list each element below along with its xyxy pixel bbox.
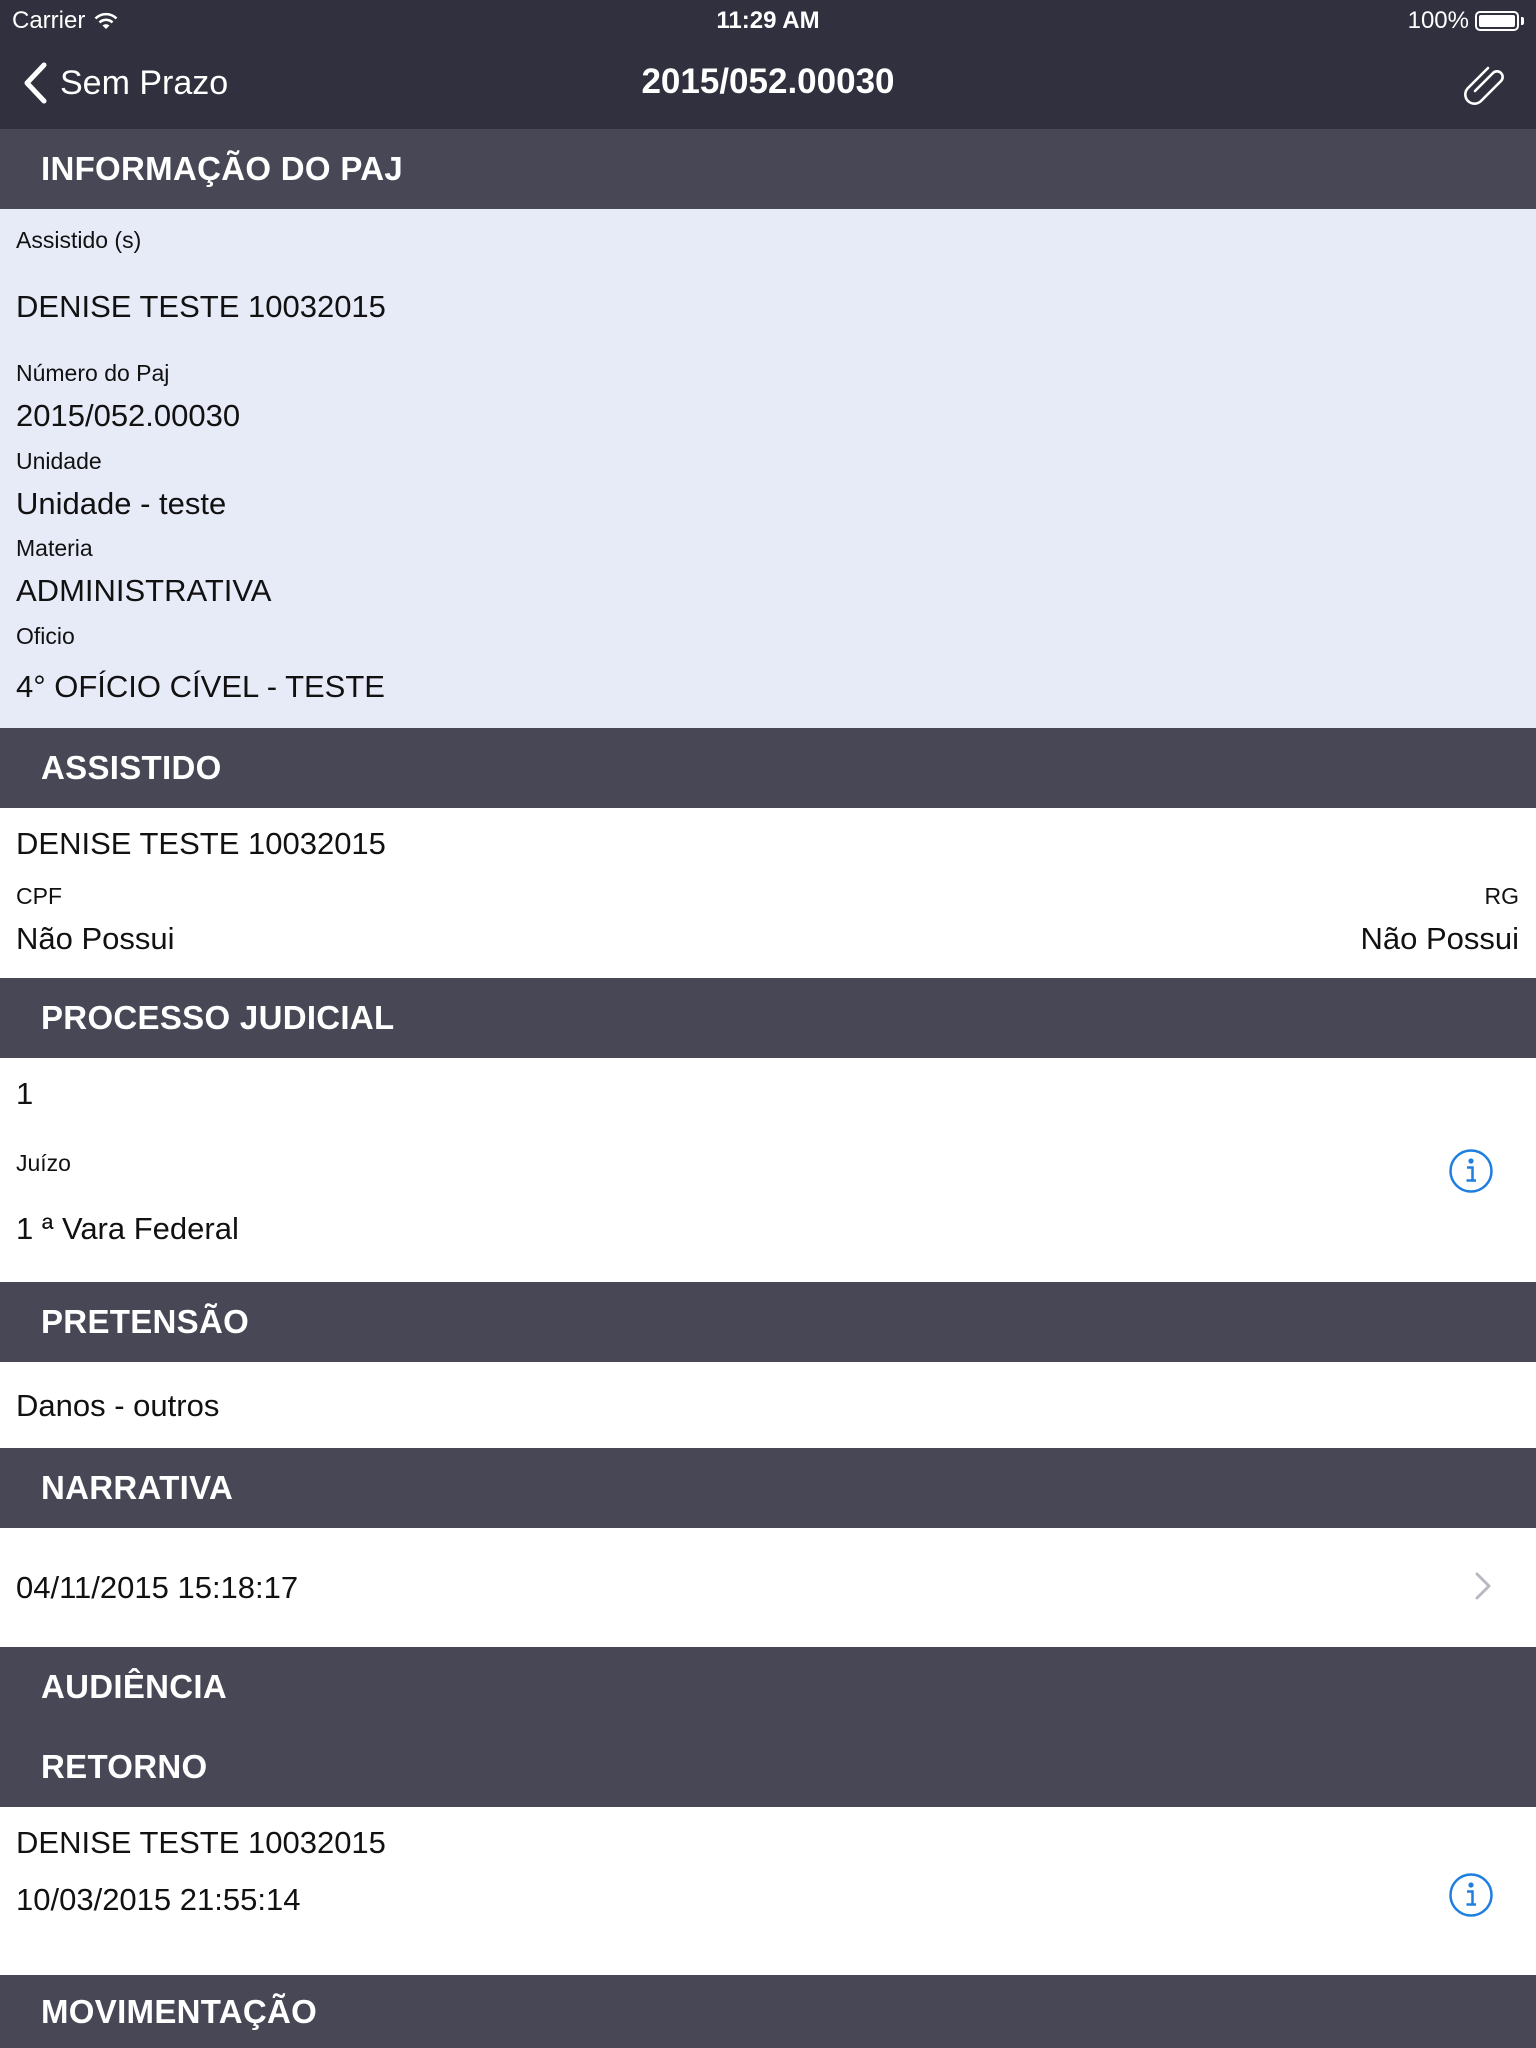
section-header-assistido: ASSISTIDO	[0, 728, 1536, 808]
battery	[1408, 7, 1524, 35]
numero-paj-value: 2015/052.00030	[16, 398, 241, 433]
narrativa-row[interactable]	[0, 1528, 1536, 1647]
assistido-label: Assistido (s)	[16, 227, 142, 253]
rg-label: RG	[1484, 883, 1519, 909]
juizo-label: Juízo	[16, 1150, 71, 1176]
oficio-value: 4° OFÍCIO CÍVEL - TESTE	[16, 669, 385, 704]
oficio-label: Oficio	[16, 623, 75, 649]
pretensao-value: Danos - outros	[16, 1388, 220, 1423]
clock: 11:29 AM	[716, 7, 820, 34]
info-icon[interactable]	[1448, 1872, 1494, 1918]
battery-icon	[1475, 11, 1519, 31]
numero-paj-label: Número do Paj	[16, 360, 170, 386]
attachment-button[interactable]	[1460, 58, 1510, 113]
carrier-label: Carrier	[12, 7, 86, 34]
battery-percent: 100%	[1407, 7, 1469, 34]
assistido-panel	[0, 808, 1536, 978]
retorno-date: 10/03/2015 21:55:14	[16, 1882, 301, 1917]
section-header-info-paj: INFORMAÇÃO DO PAJ	[0, 129, 1536, 209]
info-paj-panel	[0, 209, 1536, 728]
info-icon[interactable]	[1448, 1148, 1494, 1194]
battery-cap	[1521, 17, 1524, 25]
section-header-retorno: RETORNO	[0, 1727, 1536, 1807]
section-header-pretensao: PRETENSÃO	[0, 1282, 1536, 1362]
assistido-name: DENISE TESTE 10032015	[16, 826, 386, 861]
section-header-movimentacao: MOVIMENTAÇÃO	[0, 1975, 1536, 2048]
processo-numero: 1	[16, 1076, 34, 1111]
processo-row[interactable]	[0, 1058, 1536, 1282]
cpf-value: Não Possui	[16, 921, 175, 956]
section-header-narrativa: NARRATIVA	[0, 1448, 1536, 1528]
section-header-processo: PROCESSO JUDICIAL	[0, 978, 1536, 1058]
retorno-row[interactable]	[0, 1807, 1536, 1975]
section-header-audiencia: AUDIÊNCIA	[0, 1647, 1536, 1727]
narrativa-date: 04/11/2015 15:18:17	[16, 1570, 299, 1605]
retorno-name: DENISE TESTE 10032015	[16, 1825, 386, 1860]
navigation-bar	[0, 40, 1536, 129]
unidade-label: Unidade	[16, 448, 102, 474]
juizo-value: 1 ª Vara Federal	[16, 1211, 239, 1246]
battery-fill	[1479, 15, 1515, 27]
page-title: 2015/052.00030	[641, 62, 895, 101]
chevron-right-icon	[1474, 1571, 1492, 1601]
cpf-label: CPF	[16, 883, 62, 909]
unidade-value: Unidade - teste	[16, 486, 227, 521]
back-button-label: Sem Prazo	[60, 63, 229, 102]
status-bar	[0, 0, 1536, 40]
pretensao-panel	[0, 1362, 1536, 1448]
paperclip-icon	[1460, 58, 1510, 108]
materia-value: ADMINISTRATIVA	[16, 573, 272, 608]
rg-value: Não Possui	[1360, 921, 1519, 956]
materia-label: Materia	[16, 535, 93, 561]
assistido-value: DENISE TESTE 10032015	[16, 289, 386, 324]
